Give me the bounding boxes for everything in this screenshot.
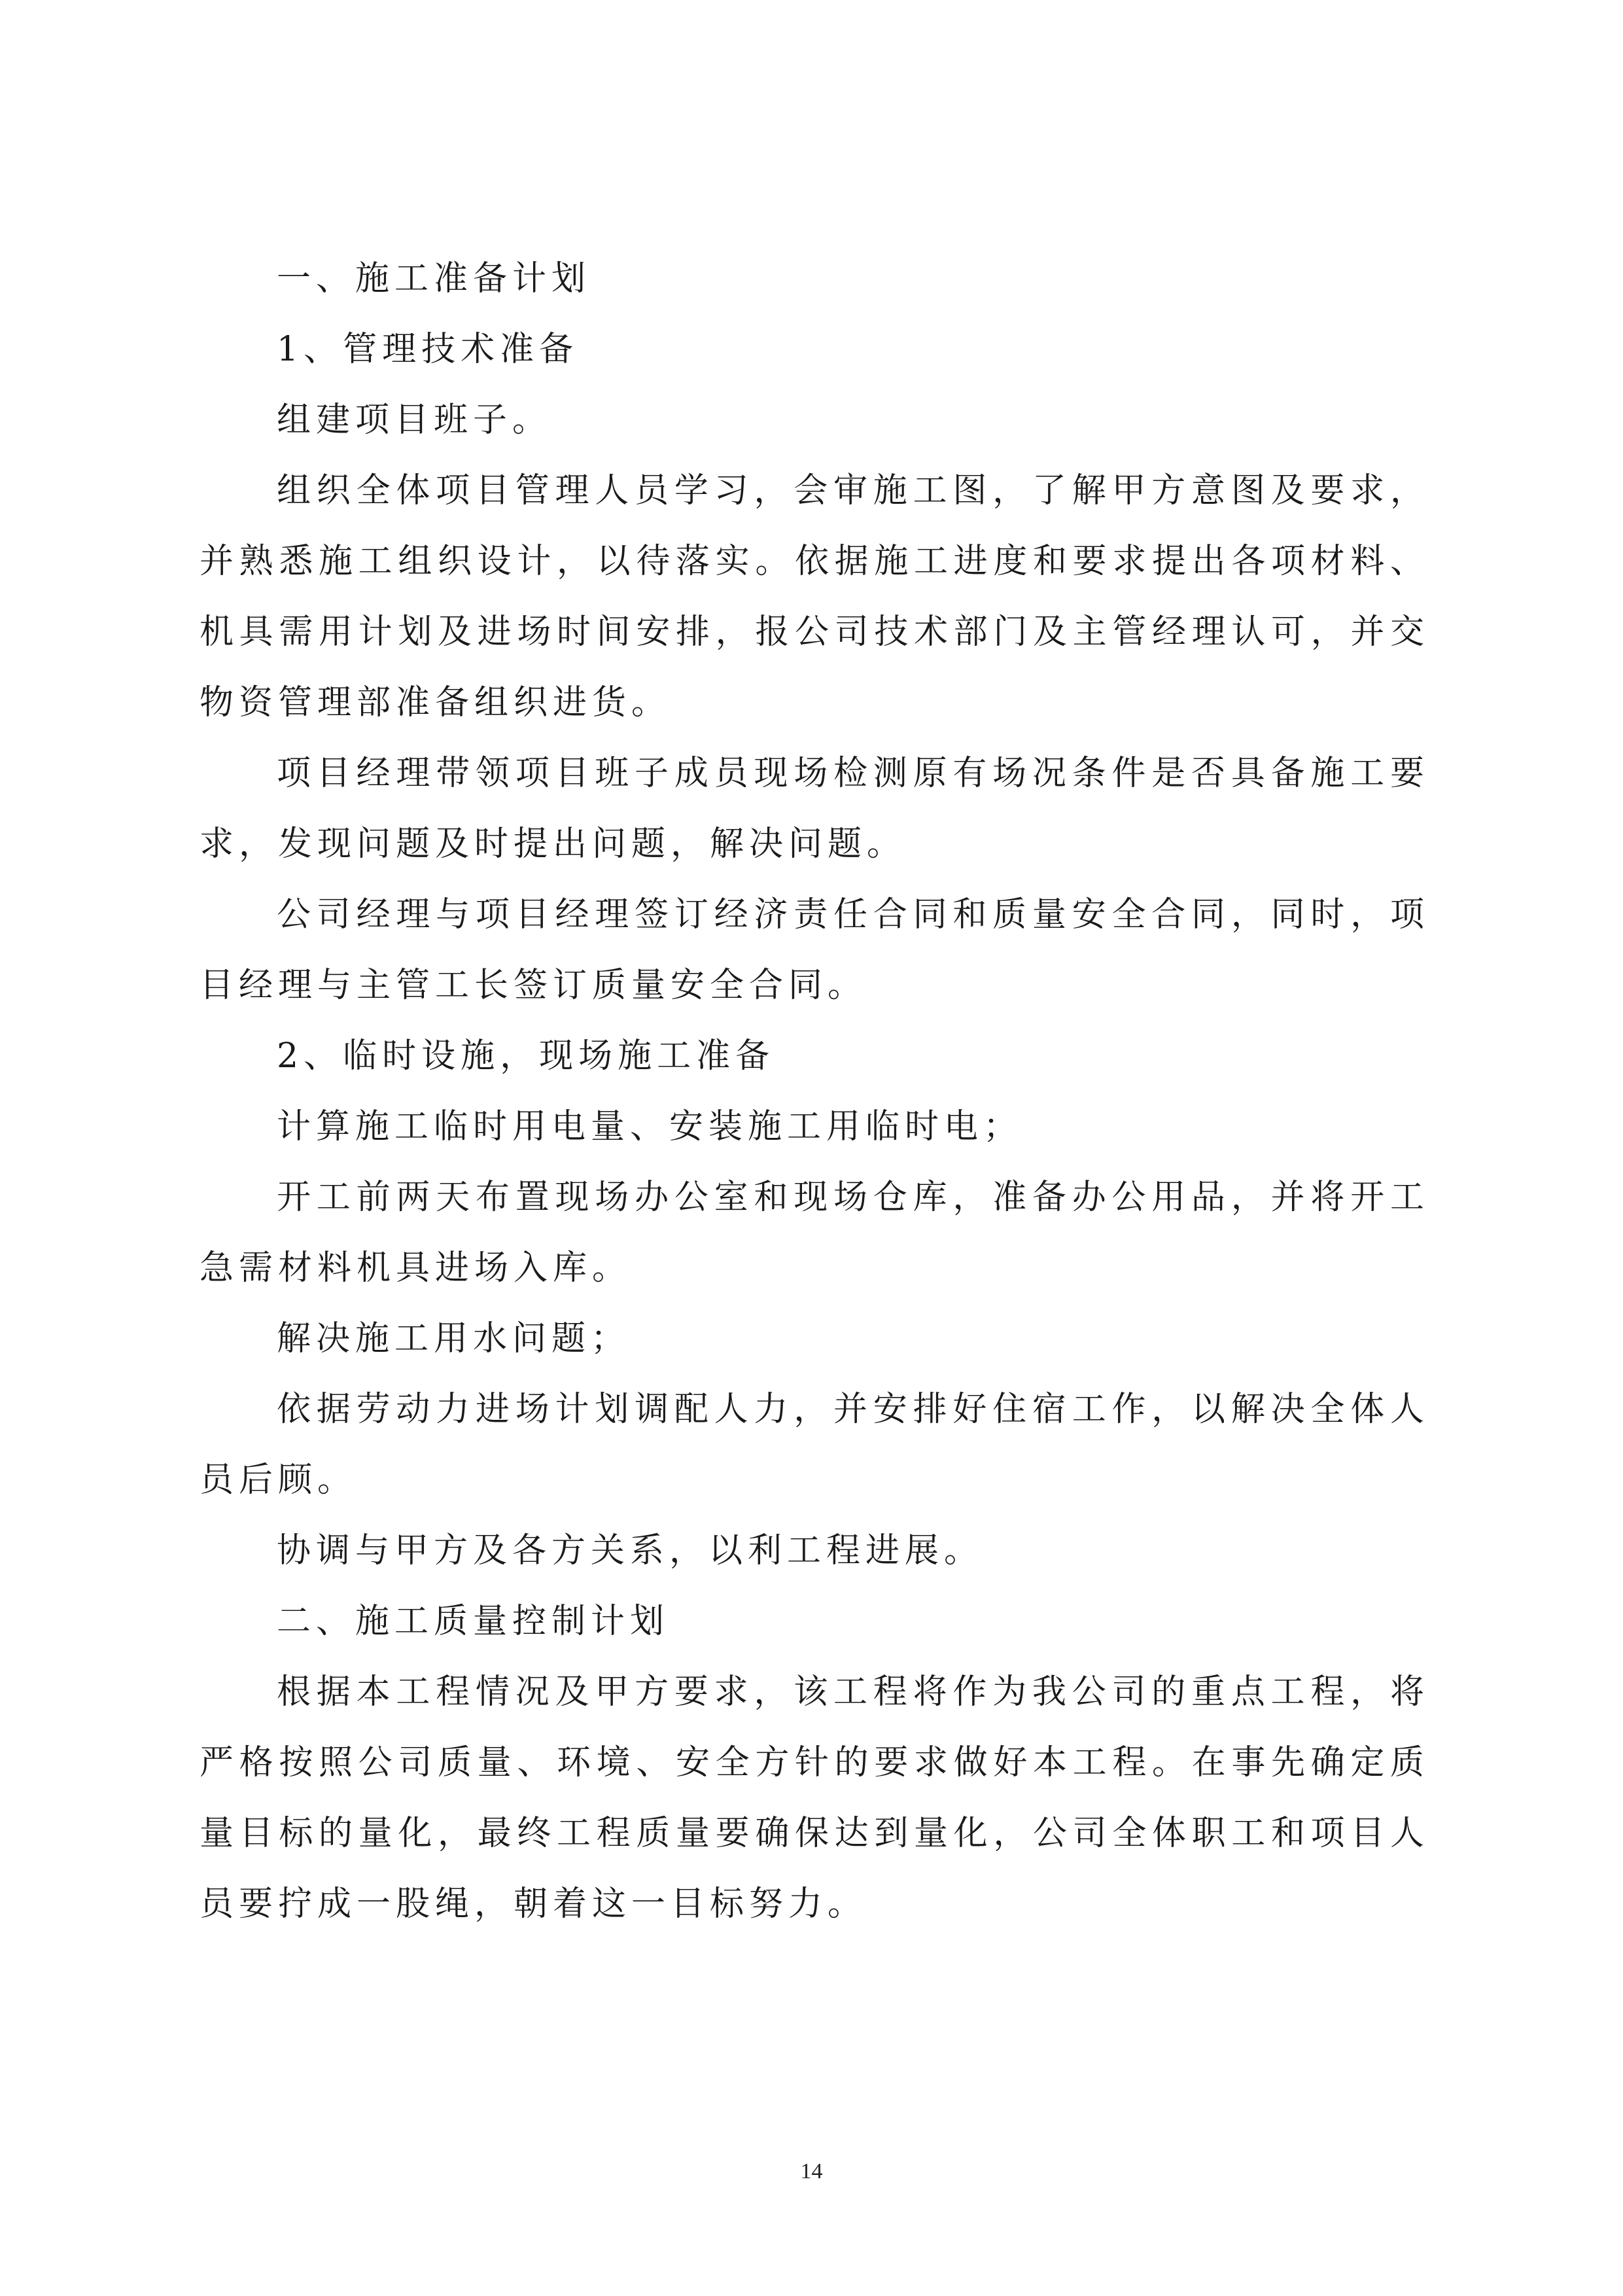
paragraph: 公司经理与项目经理签订经济责任合同和质量安全合同，同时，项目经理与主管工长签订质量安全合同。 [200,895,1429,1005]
subsection-heading-2: 2、临时设施，现场施工准备 [277,1036,775,1076]
paragraph: 根据本工程情况及甲方要求，该工程将作为我公司的重点工程，将严格按照公司质量、环境、安全方针的要求做好本工程。在事先确定质量目标的量化，最终工程质量要确保达到量化，公司全体职工和项目人员要拧成一股绳，朝着这一目标努力。 [200,1672,1429,1924]
paragraph: 组建项目班子。 [277,400,552,440]
section-heading-1: 一、施工准备计划 [277,259,591,298]
paragraph: 协调与甲方及各方关系，以利工程进展。 [277,1531,984,1570]
paragraph: 依据劳动力进场计划调配人力，并安排好住宿工作，以解决全体人员后顾。 [200,1390,1429,1500]
page-number: 14 [800,2159,823,2183]
paragraph: 计算施工临时用电量、安装施工用临时电； [277,1107,1023,1146]
paragraph: 项目经理带领项目班子成员现场检测原有场况条件是否具备施工要求，发现问题及时提出问题，解决问题。 [200,754,1429,864]
paragraph: 解决施工用水问题； [277,1319,631,1358]
subsection-heading-1: 1、管理技术准备 [277,330,579,369]
section-heading-2: 二、施工质量控制计划 [277,1602,670,1641]
paragraph: 组织全体项目管理人员学习，会审施工图，了解甲方意图及要求，并熟悉施工组织设计，以待落实。依据施工进度和要求提出各项材料、机具需用计划及进场时间安排，报公司技术部门及主管经理认可，并交物资管理部准备组织进货。 [200,471,1429,722]
paragraph: 开工前两天布置现场办公室和现场仓库，准备办公用品，并将开工急需材料机具进场入库。 [200,1178,1429,1288]
